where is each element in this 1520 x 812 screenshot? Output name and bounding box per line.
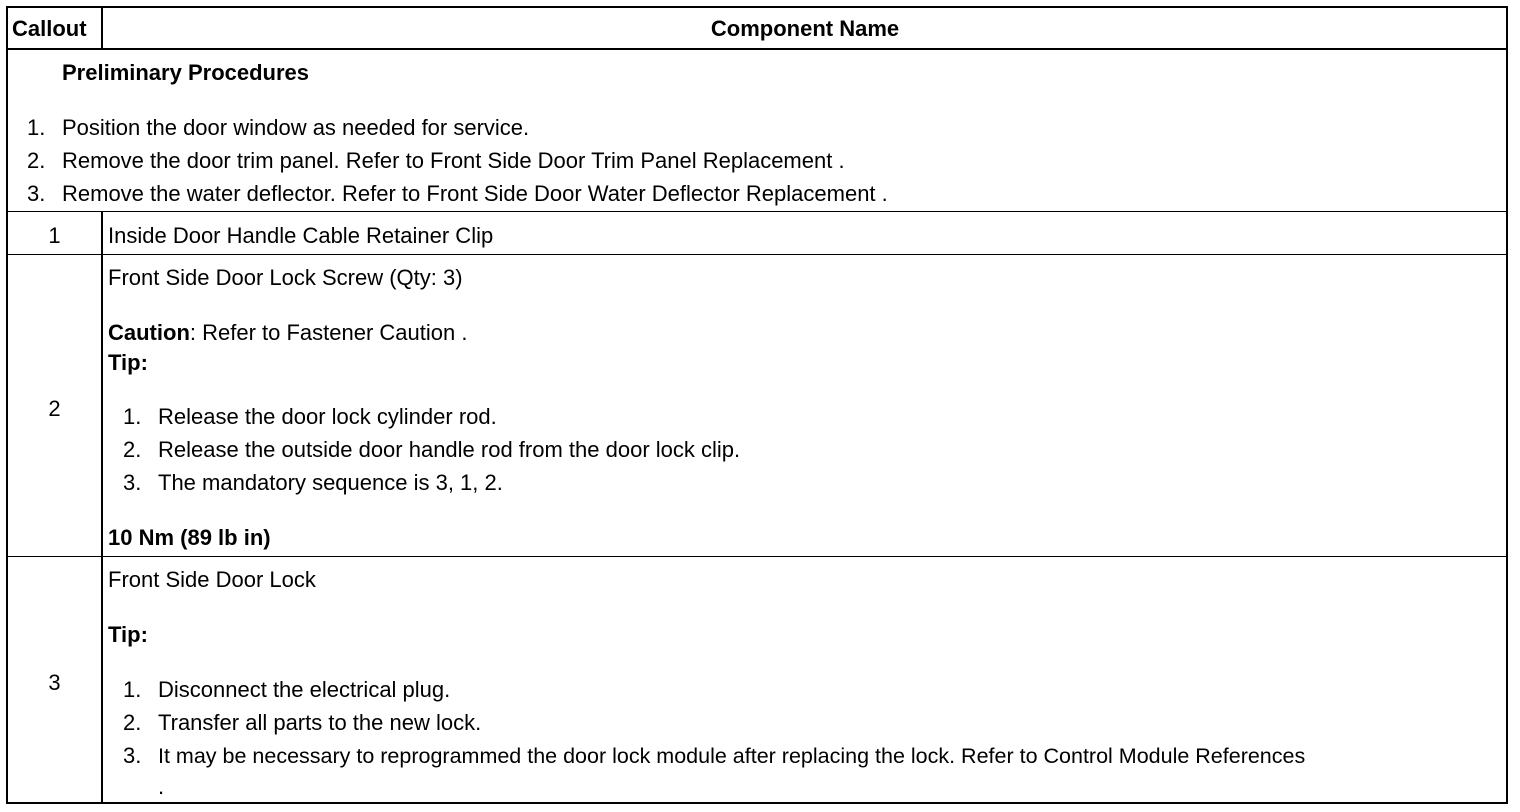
- row-3-tip-label: Tip:: [108, 622, 148, 647]
- preliminary-divider: [8, 211, 1506, 212]
- tip-step-text-continuation: .: [158, 774, 165, 799]
- header-divider: [8, 48, 1506, 50]
- preliminary-step-number: 1.: [27, 115, 46, 140]
- row-2-tip-label: Tip:: [108, 350, 148, 375]
- preliminary-step-number: 2.: [27, 148, 46, 173]
- tip-step-text: Disconnect the electrical plug.: [158, 677, 451, 702]
- row-2-torque-spec: 10 Nm (89 lb in): [108, 525, 271, 550]
- row-3-callout: 3: [48, 670, 61, 695]
- tip-step-text: Transfer all parts to the new lock.: [158, 710, 482, 735]
- component-name-header: Component Name: [710, 16, 900, 41]
- preliminary-title: Preliminary Procedures: [62, 60, 310, 85]
- row-3-component-name: Front Side Door Lock: [108, 567, 316, 592]
- callout-header: Callout: [12, 16, 87, 41]
- row-2-component-name: Front Side Door Lock Screw (Qty: 3): [108, 265, 463, 290]
- header-column-divider: [101, 8, 103, 48]
- preliminary-step-text: Remove the door trim panel. Refer to Front Side Door Trim Panel Replacement .: [62, 148, 845, 173]
- tip-step-number: 1.: [123, 404, 142, 429]
- preliminary-step-text: Remove the water deflector. Refer to Front Side Door Water Deflector Replacement .: [62, 181, 888, 206]
- row-1-callout: 1: [48, 223, 61, 248]
- tip-step-number: 3.: [123, 743, 142, 768]
- preliminary-step-text: Position the door window as needed for service.: [62, 115, 530, 140]
- caution-text: : Refer to Fastener Caution .: [189, 320, 468, 345]
- tip-step-number: 3.: [123, 470, 142, 495]
- tip-step-number: 2.: [123, 710, 142, 735]
- tip-step-number: 2.: [123, 437, 142, 462]
- tip-step-text: It may be necessary to reprogrammed the door lock module after replacing the lock. Refer to Control Module References: [158, 744, 1306, 768]
- row-1-component-name: Inside Door Handle Cable Retainer Clip: [108, 223, 494, 248]
- row-2-callout: 2: [48, 396, 61, 421]
- procedure-table: [6, 6, 1508, 804]
- tip-step-text: The mandatory sequence is 3, 1, 2.: [158, 470, 503, 495]
- body-column-divider: [101, 211, 103, 804]
- row-2-caution: [108, 321, 467, 345]
- tip-step-number: 1.: [123, 677, 142, 702]
- tip-step-text: Release the door lock cylinder rod.: [158, 404, 497, 429]
- caution-label: Caution: [108, 320, 190, 345]
- tip-step-text: Release the outside door handle rod from the door lock clip.: [158, 437, 741, 462]
- preliminary-step-number: 3.: [27, 181, 46, 206]
- row-1-divider: [8, 254, 1506, 255]
- row-2-divider: [8, 556, 1506, 557]
